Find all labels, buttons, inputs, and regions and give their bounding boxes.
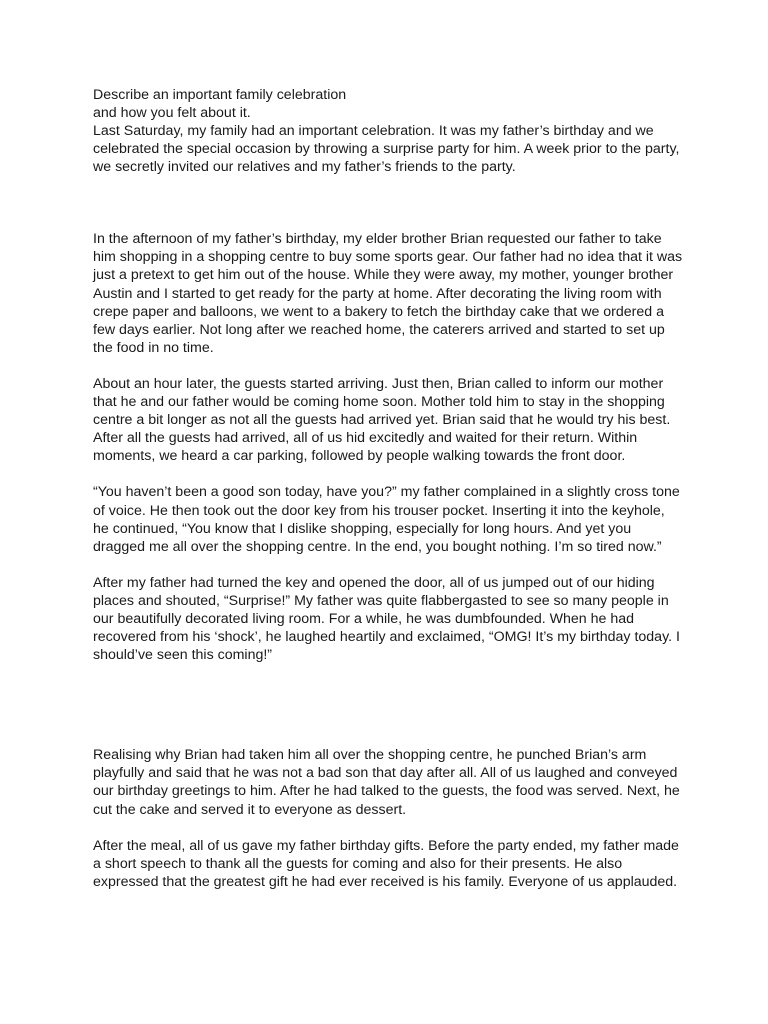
- spacer: [93, 357, 683, 375]
- paragraph-5: After my father had turned the key and opened the door, all of us jumped out of our hiding places and shouted, “Surprise!” My father was quite flabbergasted to see so many people in our beautifully decorated living room. For a while, he was dumbfounded. When he had recovered from his ‘shock’, he laughed heartily and exclaimed, “OMG! It’s my birthday today. I should’ve seen this coming!”: [93, 574, 680, 664]
- spacer: [93, 465, 683, 483]
- spacer: [93, 556, 683, 574]
- spacer: [93, 664, 683, 746]
- essay-title-line-2: and how you felt about it.: [93, 105, 251, 121]
- spacer: [93, 819, 683, 837]
- paragraph-6: Realising why Brian had taken him all over the shopping centre, he punched Brian’s arm playfully and said that he was not a bad son that day after all. All of us laughed and conveyed our birthday greetings to him. After he had talked to the guests, the food was served. Next, he cut the cake and served it to everyone as dessert.: [93, 747, 680, 818]
- paragraph-7: After the meal, all of us gave my father birthday gifts. Before the party ended, my father made a short speech to thank all the guests for coming and also for their presents. He also expressed that the greatest gift he had ever received is his family. Everyone of us applauded.: [93, 837, 679, 890]
- document-page: [93, 86, 683, 891]
- spacer: [93, 176, 683, 230]
- essay-title-line-1: Describe an important family celebration: [93, 87, 347, 103]
- paragraph-4: “You haven’t been a good son today, have you?” my father complained in a slightly cross tone of voice. He then took out the door key from his trouser pocket. Inserting it into the keyhole, he continued, “You know that I dislike shopping, especially for long hours. And yet you dragged me all over the shopping centre. In the end, you bought nothing. I’m so tired now.”: [93, 484, 680, 555]
- paragraph-1: Last Saturday, my family had an important celebration. It was my father’s birthday and we celebrated the special occasion by throwing a surprise party for him. A week prior to the party, we secretly invited our relatives and my father’s friends to the party.: [93, 123, 680, 176]
- paragraph-3: About an hour later, the guests started arriving. Just then, Brian called to inform our mother that he and our father would be coming home soon. Mother told him to stay in the shopping centre a bit longer as not all the guests had arrived yet. Brian said that he would try his best. After all the guests had arrived, all of us hid excitedly and waited for their return. Within moments, we heard a car parking, followed by people walking towards the front door.: [93, 375, 671, 465]
- paragraph-2: In the afternoon of my father’s birthday, my elder brother Brian requested our father to take him shopping in a shopping centre to buy some sports gear. Our father had no idea that it was just a pretext to get him out of the house. While they were away, my mother, younger brother Austin and I started to get ready for the party at home. After decorating the living room with crepe paper and balloons, we went to a bakery to fetch the birthday cake that we ordered a few days earlier. Not long after we reached home, the caterers arrived and started to set up the food in no time.: [93, 231, 683, 356]
